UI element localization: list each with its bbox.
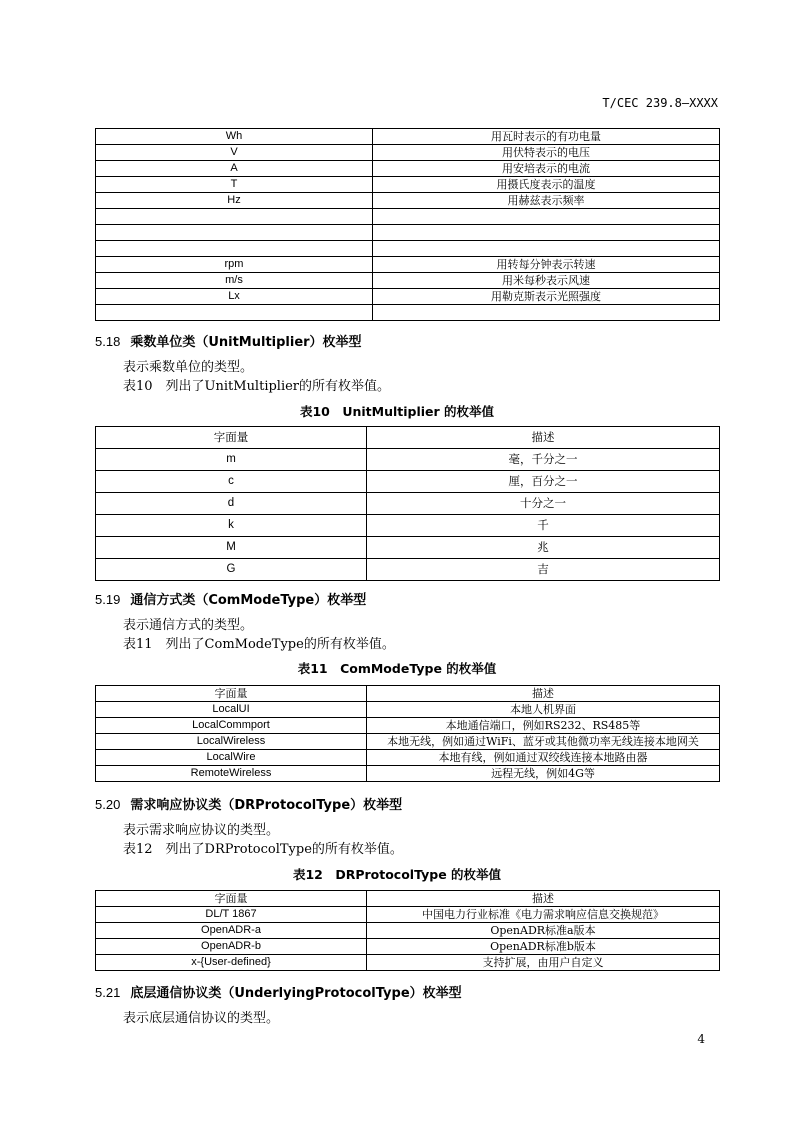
description-cell: 中国电力行业标准《电力需求响应信息交换规范》 (367, 907, 720, 923)
table-row (96, 493, 720, 515)
section-5-18-paragraph-2: 表10 列出了UnitMultiplier的所有枚举值。 (123, 379, 391, 394)
literal-cell: OpenADR-a (96, 923, 367, 939)
section-5-18-paragraph-1: 表示乘数单位的类型。 (123, 360, 254, 375)
section-title: 通信方式类（ComModeType）枚举型 (130, 593, 367, 608)
literal-cell: T (96, 177, 373, 193)
table-row (96, 702, 720, 718)
literal-cell: LocalWire (96, 750, 367, 766)
literal-cell: DL/T 1867 (96, 907, 367, 923)
literal-cell: V (96, 145, 373, 161)
table-row (96, 177, 720, 193)
literal-cell: OpenADR-b (96, 939, 367, 955)
description-cell: 用安培表示的电流 (373, 161, 720, 177)
table-row (96, 145, 720, 161)
section-title: 需求响应协议类（DRProtocolType）枚举型 (130, 798, 403, 813)
table-row (96, 289, 720, 305)
section-heading-5-19 (95, 589, 366, 608)
literal-cell (96, 225, 373, 241)
literal-cell (96, 305, 373, 321)
table-row (96, 939, 720, 955)
description-cell: 用勒克斯表示光照强度 (373, 289, 720, 305)
table-row (96, 750, 720, 766)
table-row (96, 515, 720, 537)
description-cell: 用瓦时表示的有功电量 (373, 129, 720, 145)
literal-cell: d (96, 493, 367, 515)
table-10-caption: 表10 UnitMultiplier 的枚举值 (299, 404, 495, 419)
literal-cell: rpm (96, 257, 373, 273)
section-5-19-paragraph-1: 表示通信方式的类型。 (123, 618, 254, 633)
table-row (96, 907, 720, 923)
table-row (96, 766, 720, 782)
description-cell: 用米每秒表示风速 (373, 273, 720, 289)
section-number: 5.21 (95, 985, 121, 1000)
header-literal: 字面量 (96, 891, 367, 907)
literal-cell: M (96, 537, 367, 559)
literal-cell: LocalUI (96, 702, 367, 718)
section-heading-5-18 (95, 331, 362, 350)
literal-cell: LocalWireless (96, 734, 367, 750)
table-row (96, 193, 720, 209)
description-cell: 毫，千分之一 (367, 449, 720, 471)
description-cell: 十分之一 (367, 493, 720, 515)
description-cell: 本地人机界面 (367, 702, 720, 718)
section-5-20-paragraph-1: 表示需求响应协议的类型。 (123, 823, 280, 838)
table-row (96, 449, 720, 471)
section-5-21-paragraph-1: 表示底层通信协议的类型。 (123, 1011, 280, 1026)
table-row-empty (96, 241, 720, 257)
literal-cell: RemoteWireless (96, 766, 367, 782)
literal-cell: k (96, 515, 367, 537)
unit-multiplier-table (95, 426, 720, 581)
description-cell: 本地通信端口，例如RS232、RS485等 (367, 718, 720, 734)
description-cell (373, 305, 720, 321)
description-cell: 本地有线，例如通过双绞线连接本地路由器 (367, 750, 720, 766)
section-title: 底层通信协议类（UnderlyingProtocolType）枚举型 (130, 986, 462, 1001)
description-cell: 用转每分钟表示转速 (373, 257, 720, 273)
header-literal: 字面量 (96, 427, 367, 449)
table-row-empty (96, 305, 720, 321)
table-row-empty (96, 225, 720, 241)
description-cell: 支持扩展，由用户自定义 (367, 955, 720, 971)
description-cell: 本地无线，例如通过WiFi、蓝牙或其他微功率无线连接本地网关 (367, 734, 720, 750)
table-row (96, 734, 720, 750)
description-cell: 千 (367, 515, 720, 537)
section-number: 5.20 (95, 797, 121, 812)
description-cell: 用伏特表示的电压 (373, 145, 720, 161)
unit-symbol-table-continued (95, 128, 720, 321)
header-description: 描述 (367, 891, 720, 907)
section-heading-5-21 (95, 982, 462, 1001)
description-cell (373, 225, 720, 241)
description-cell: 用赫兹表示频率 (373, 193, 720, 209)
section-heading-5-20 (95, 794, 402, 813)
table-row (96, 537, 720, 559)
table-header-row (96, 891, 720, 907)
description-cell: OpenADR标准b版本 (367, 939, 720, 955)
header-description: 描述 (367, 686, 720, 702)
section-number: 5.19 (95, 592, 121, 607)
table-row (96, 955, 720, 971)
table-row (96, 559, 720, 581)
section-number: 5.18 (95, 334, 121, 349)
literal-cell: m (96, 449, 367, 471)
description-cell: 远程无线，例如4G等 (367, 766, 720, 782)
section-title: 乘数单位类（UnitMultiplier）枚举型 (130, 335, 362, 350)
table-row-empty (96, 209, 720, 225)
header-description: 描述 (367, 427, 720, 449)
literal-cell: A (96, 161, 373, 177)
literal-cell: x-{User-defined} (96, 955, 367, 971)
literal-cell: Lx (96, 289, 373, 305)
table-11-caption: 表11 ComModeType 的枚举值 (297, 661, 497, 676)
page-number: 4 (697, 1032, 705, 1046)
table-row (96, 161, 720, 177)
literal-cell: Wh (96, 129, 373, 145)
description-cell (373, 209, 720, 225)
document-id-header: T/CEC 239.8—XXXX (602, 96, 718, 110)
description-cell: 吉 (367, 559, 720, 581)
table-row (96, 129, 720, 145)
literal-cell: c (96, 471, 367, 493)
literal-cell (96, 209, 373, 225)
description-cell: 厘，百分之一 (367, 471, 720, 493)
description-cell (373, 241, 720, 257)
description-cell: 用摄氏度表示的温度 (373, 177, 720, 193)
table-header-row (96, 427, 720, 449)
literal-cell (96, 241, 373, 257)
header-literal: 字面量 (96, 686, 367, 702)
table-row (96, 471, 720, 493)
section-5-20-paragraph-2: 表12 列出了DRProtocolType的所有枚举值。 (123, 842, 403, 857)
com-mode-type-table (95, 685, 720, 782)
literal-cell: G (96, 559, 367, 581)
dr-protocol-type-table (95, 890, 720, 971)
table-row (96, 923, 720, 939)
literal-cell: m/s (96, 273, 373, 289)
table-row (96, 273, 720, 289)
literal-cell: Hz (96, 193, 373, 209)
table-12-caption: 表12 DRProtocolType 的枚举值 (292, 867, 502, 882)
table-row (96, 257, 720, 273)
section-5-19-paragraph-2: 表11 列出了ComModeType的所有枚举值。 (123, 637, 395, 652)
table-header-row (96, 686, 720, 702)
description-cell: 兆 (367, 537, 720, 559)
description-cell: OpenADR标准a版本 (367, 923, 720, 939)
table-row (96, 718, 720, 734)
literal-cell: LocalCommport (96, 718, 367, 734)
